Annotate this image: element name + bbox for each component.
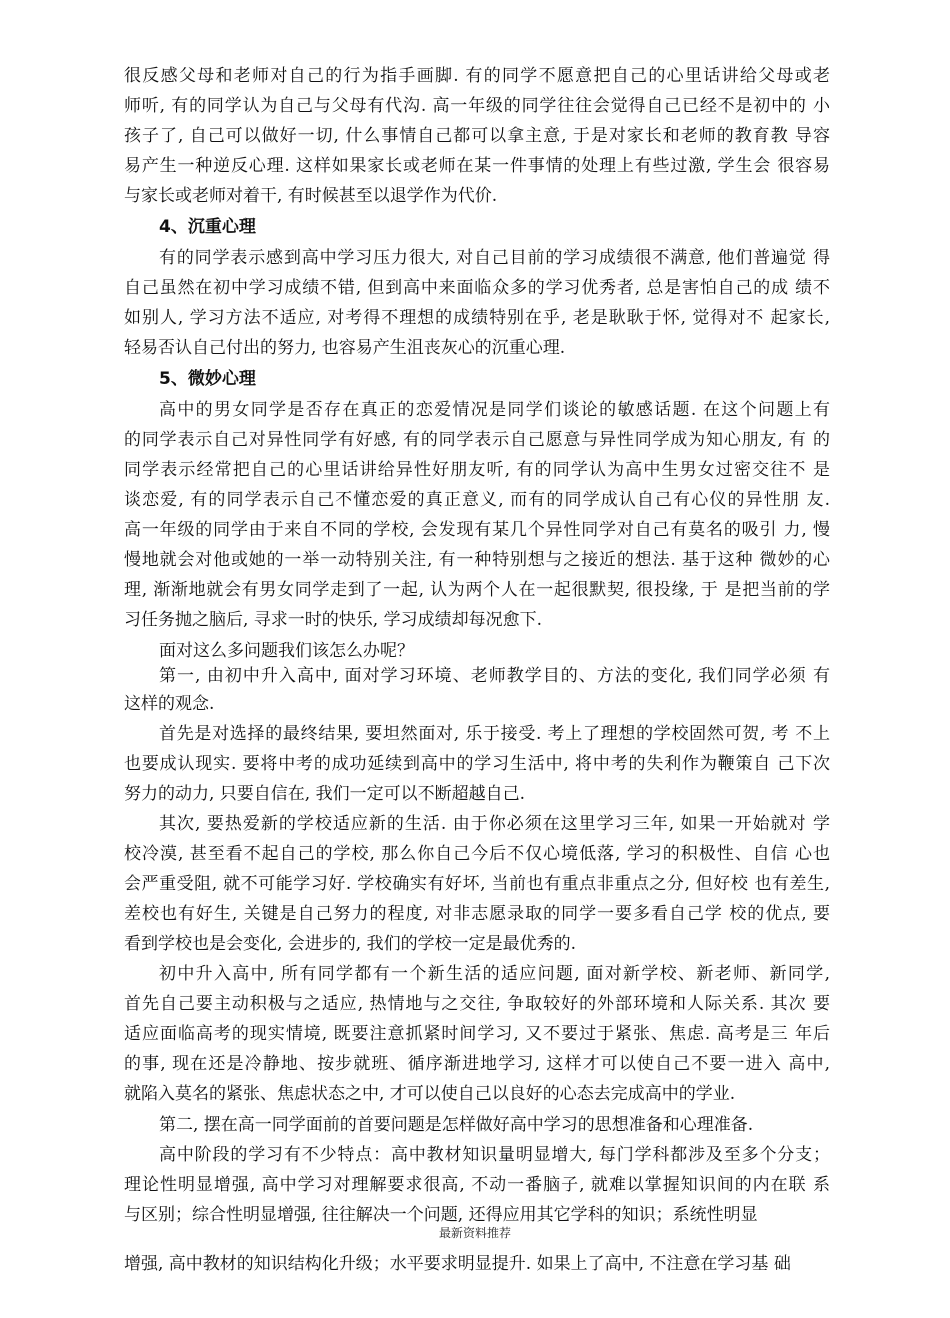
text-line: 高中阶段的学习有不少特点：高中教材知识量明显增大, 每门学科都涉及至多个分支； (159, 1145, 830, 1165)
text-line: 第一, 由初中升入高中, 面对学习环境、老师教学目的、方法的变化, 我们同学必须 有 (159, 666, 830, 686)
text-line: 校冷漠, 甚至看不起自己的学校, 那么你自己今后不仅心境低落, 学习的积极性、自信 心也 (124, 844, 830, 864)
section-heading: 4、沉重心理 (159, 217, 256, 237)
text-line: 第二, 摆在高一同学面前的首要问题是怎样做好高中学习的思想准备和心理准备. (159, 1115, 754, 1135)
text-line: 高一年级的同学由于来自不同的学校, 会发现有某几个异性同学对自己有莫名的吸引 力, 慢 (124, 520, 830, 540)
text-line: 就陷入莫名的紧张、焦虑状态之中, 才可以使自己以良好的心态去完成高中的学业. (124, 1084, 736, 1104)
text-line: 轻易否认自己付出的努力, 也容易产生沮丧灰心的沉重心理. (124, 338, 566, 358)
text-line: 与家长或老师对着干, 有时候甚至以退学作为代价. (124, 186, 498, 206)
text-line: 适应面临高考的现实情境, 既要注意抓紧时间学习, 又不要过于紧张、焦虑. 高考是三 年后 (124, 1024, 830, 1044)
text-line: 很反感父母和老师对自己的行为指手画脚. 有的同学不愿意把自己的心里话讲给父母或老 (124, 66, 830, 86)
text-line: 初中升入高中, 所有同学都有一个新生活的适应问题, 面对新学校、新老师、新同学, (159, 964, 830, 984)
text-line: 谈恋爱, 有的同学表示自己不懂恋爱的真正意义, 而有的同学成认自己有心仪的异性朋 友. (124, 490, 830, 510)
section-heading: 5、微妙心理 (159, 369, 256, 389)
text-line: 差校也有好生, 关键是自己努力的程度, 对非志愿录取的同学一要多看自己学 校的优点, 要 (124, 904, 830, 924)
text-line: 其次, 要热爱新的学校适应新的生活. 由于你必须在这里学习三年, 如果一开始就对 学 (159, 814, 830, 834)
text-line: 首先自己要主动积极与之适应, 热情地与之交往, 争取较好的外部环境和人际关系. 其次 要 (124, 994, 830, 1014)
text-line: 增强, 高中教材的知识结构化升级；水平要求明显提升. 如果上了高中, 不注意在学习基 础 (124, 1254, 791, 1274)
text-line: 师听, 有的同学认为自己与父母有代沟. 高一年级的同学往往会觉得自己已经不是初中的 小 (124, 96, 830, 116)
text-line: 看到学校也是会变化, 会进步的, 我们的学校一定是最优秀的. (124, 934, 577, 954)
text-line: 也要成认现实. 要将中考的成功延续到高中的学习生活中, 将中考的失利作为鞭策自 己下次 (124, 754, 830, 774)
text-line: 慢地就会对他或她的一举一动特别关注, 有一种特别想与之接近的想法. 基于这种 微妙的心 (124, 550, 830, 570)
text-line: 的同学表示自己对异性同学有好感, 有的同学表示自己愿意与异性同学成为知心朋友, 有 的 (124, 430, 830, 450)
text-line: 与区别；综合性明显增强, 往往解决一个问题, 还得应用其它学科的知识；系统性明显 (124, 1205, 758, 1225)
text-line: 面对这么多问题我们该怎么办呢？ (159, 641, 414, 661)
text-line: 努力的动力, 只要自信在, 我们一定可以不断超越自己. (124, 784, 526, 804)
text-line: 的事, 现在还是冷静地、按步就班、循序渐进地学习, 这样才可以使自己不要一进入 高中, (124, 1054, 830, 1074)
text-line: 理论性明显增强, 高中学习对理解要求很高, 不动一番脑子, 就难以掌握知识间的内在联 系 (124, 1175, 830, 1195)
text-line: 孩子了, 自己可以做好一切, 什么事情自己都可以拿主意, 于是对家长和老师的教育教 导容 (124, 126, 830, 146)
text-line: 会严重受阻, 就不可能学习好. 学校确实有好坏, 当前也有重点非重点之分, 但好校 也有差生, (124, 874, 830, 894)
text-line: 这样的观念. (124, 694, 215, 714)
text-line: 高中的男女同学是否存在真正的恋爱情况是同学们谈论的敏感话题. 在这个问题上有 (159, 400, 830, 420)
page-footer: 最新资料推荐 (438, 1226, 511, 1240)
text-line: 易产生一种逆反心理. 这样如果家长或老师在某一件事情的处理上有些过激, 学生会 很容易 (124, 156, 830, 176)
text-line: 习任务抛之脑后, 寻求一时的快乐, 学习成绩却每况愈下. (124, 610, 543, 630)
text-line: 如别人, 学习方法不适应, 对考得不理想的成绩特别在乎, 老是耿耿于怀, 觉得对不 起家长, (124, 308, 830, 328)
text-line: 自己虽然在初中学习成绩不错, 但到高中来面临众多的学习优秀者, 总是害怕自己的成 绩不 (124, 278, 830, 298)
text-line: 同学表示经常把自己的心里话讲给异性好朋友听, 有的同学认为高中生男女过密交往不 是 (124, 460, 830, 480)
text-line: 首先是对选择的最终结果, 要坦然面对, 乐于接受. 考上了理想的学校固然可贺, 考 不上 (159, 724, 830, 744)
text-line: 理, 渐渐地就会有男女同学走到了一起, 认为两个人在一起很默契, 很投缘, 于 是把当前的学 (124, 580, 830, 600)
text-line: 有的同学表示感到高中学习压力很大, 对自己目前的学习成绩很不满意, 他们普遍觉 得 (159, 248, 830, 268)
